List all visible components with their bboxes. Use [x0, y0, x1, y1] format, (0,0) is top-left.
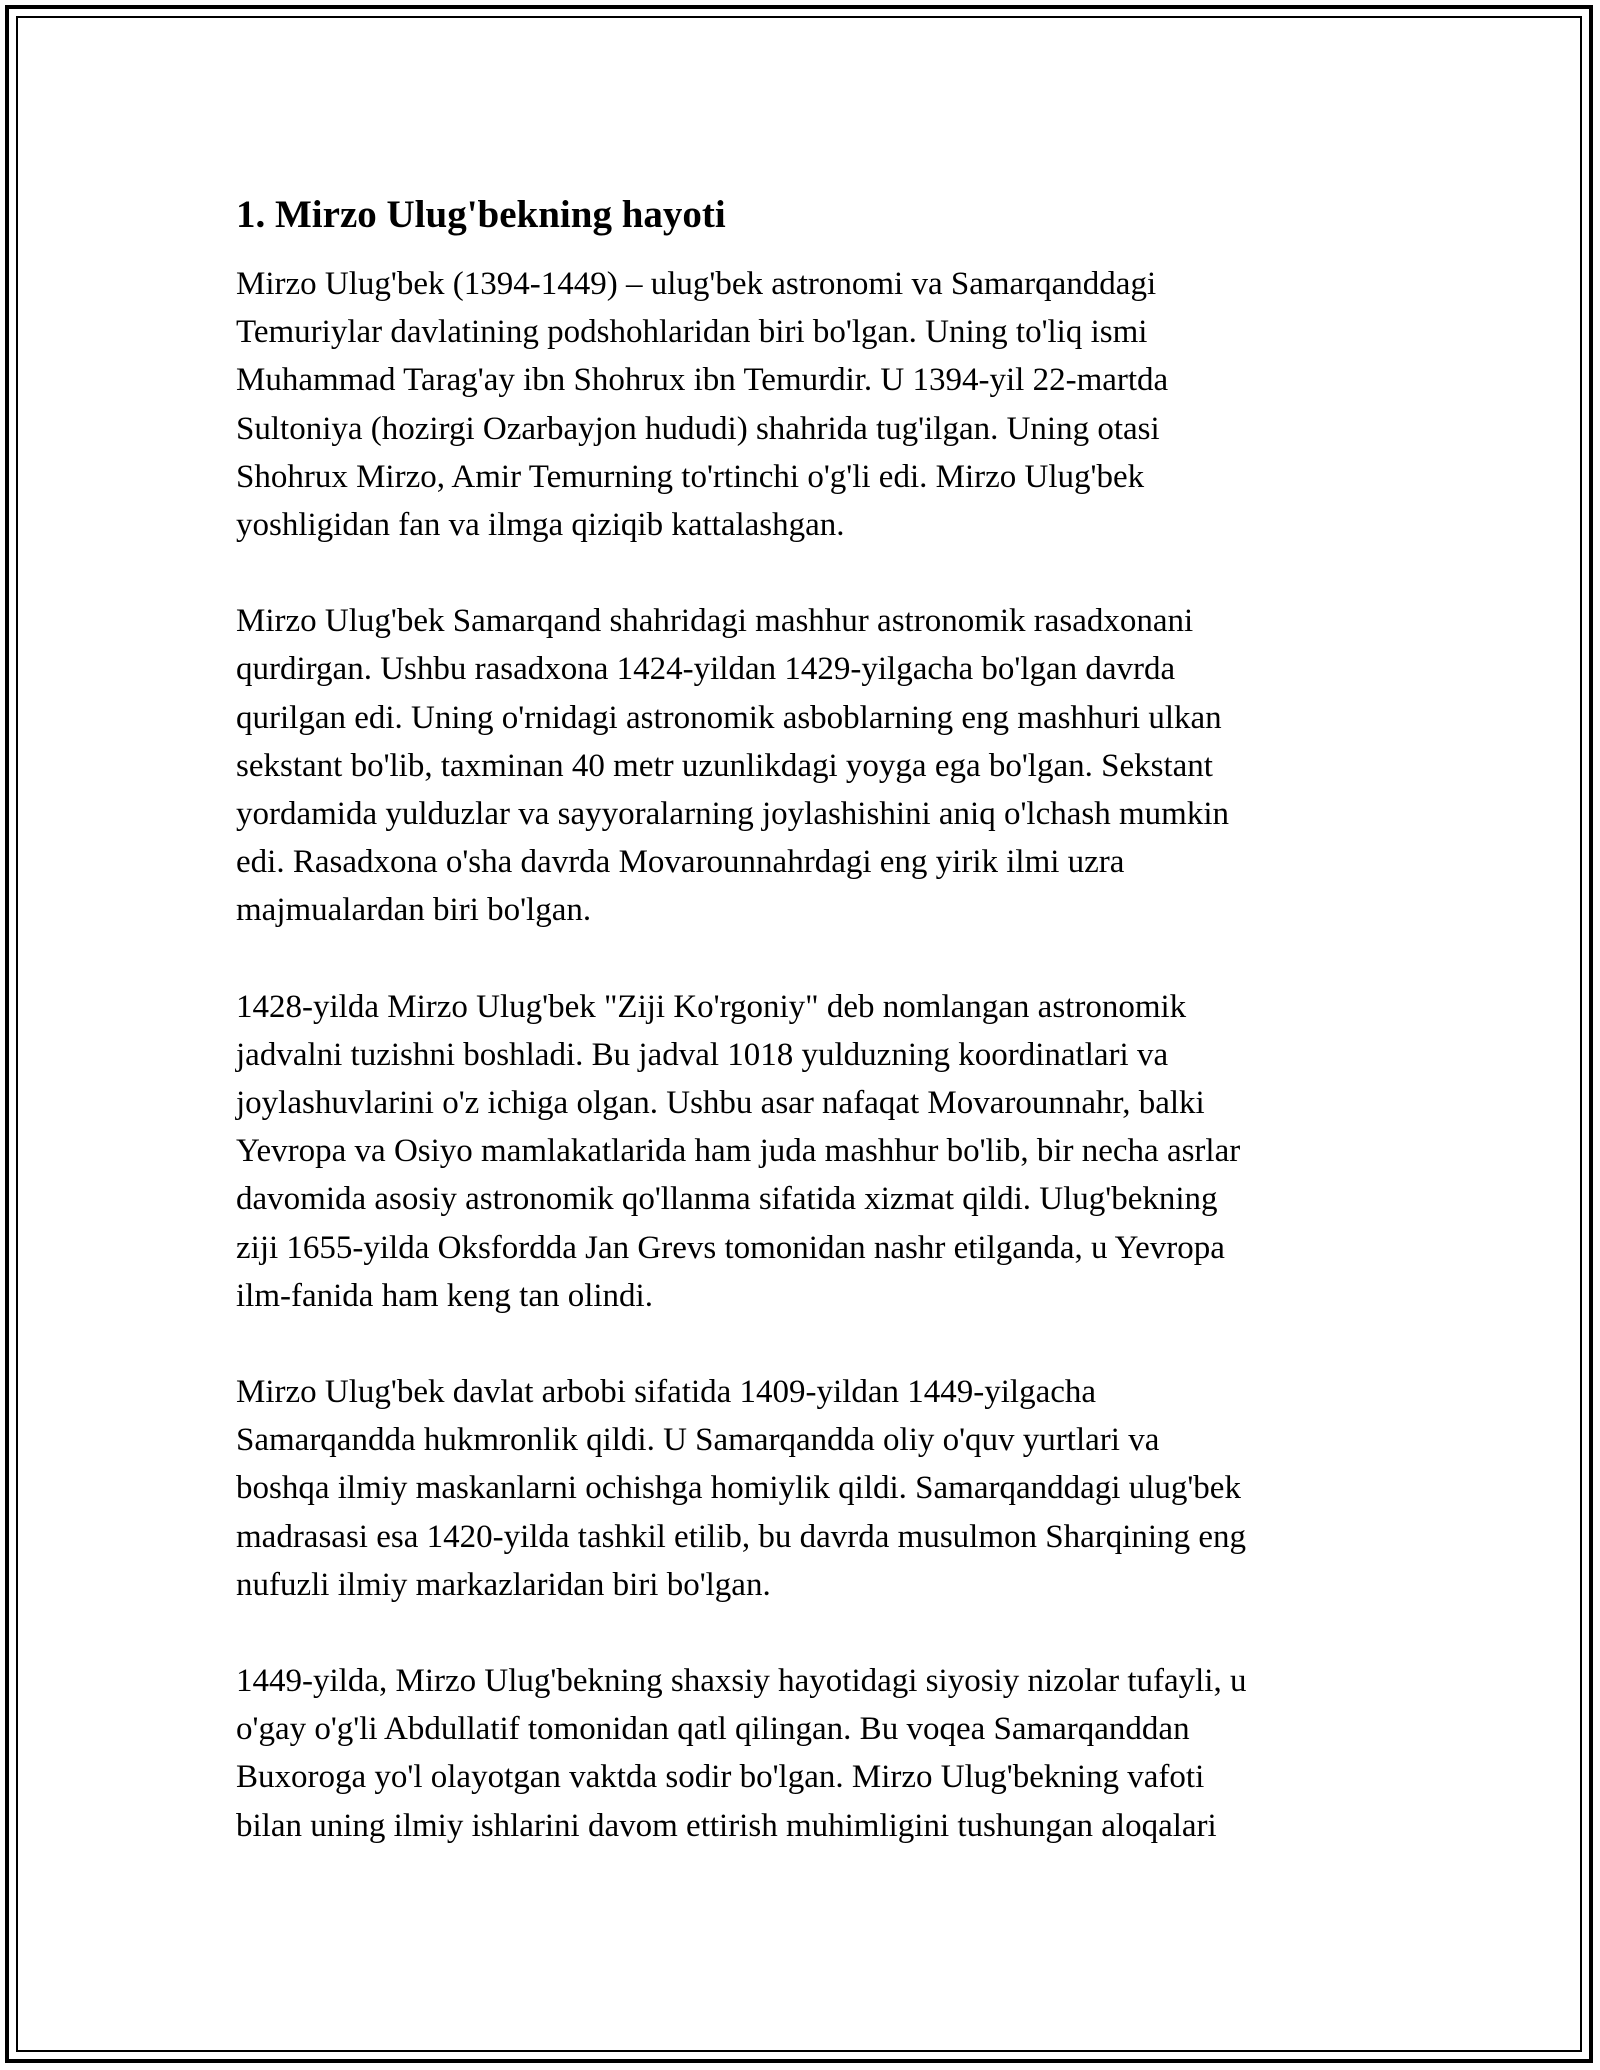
- paragraph-1: [236, 260, 1366, 549]
- text-line: Mirzo Ulug'bek Samarqand shahridagi mashhur astronomik rasadxonani: [236, 603, 1194, 640]
- paragraph-2: [236, 597, 1366, 934]
- text-line: Sultoniya (hozirgi Ozarbayjon hududi) shahrida tug'ilgan. Uning otasi: [236, 410, 1160, 447]
- text-line: qurdirgan. Ushbu rasadxona 1424-yildan 1429-yilgacha bo'lgan davrda: [236, 651, 1176, 688]
- text-line: boshqa ilmiy maskanlarni ochishga homiylik qildi. Samarqanddagi ulug'bek: [236, 1470, 1241, 1507]
- text-line: joylashuvlarini o'z ichiga olgan. Ushbu asar nafaqat Movarounnahr, balki: [236, 1085, 1205, 1122]
- section-title: 1. Mirzo Ulug'bekning hayoti: [236, 193, 726, 236]
- text-line: sekstant bo'lib, taxminan 40 metr uzunlikdagi yoyga ega bo'lgan. Sekstant: [236, 747, 1213, 784]
- text-line: Buxoroga yo'l olayotgan vaktda sodir bo'lgan. Mirzo Ulug'bekning vafoti: [236, 1759, 1205, 1796]
- paragraph-4: [236, 1368, 1366, 1609]
- text-line: Muhammad Tarag'ay ibn Shohrux ibn Temurdir. U 1394-yil 22-martda: [236, 362, 1169, 399]
- document-body: [236, 190, 1366, 1898]
- text-line: jadvalni tuzishni boshladi. Bu jadval 1018 yulduzning koordinatlari va: [236, 1036, 1169, 1073]
- text-line: 1428-yilda Mirzo Ulug'bek "Ziji Ko'rgoniy" deb nomlangan astronomik: [236, 988, 1187, 1025]
- paragraph-5: [236, 1657, 1366, 1850]
- text-line: Yevropa va Osiyo mamlakatlarida ham juda mashhur bo'lib, bir necha asrlar: [236, 1133, 1241, 1170]
- text-line: nufuzli ilmiy markazlaridan biri bo'lgan.: [236, 1566, 771, 1603]
- text-line: yordamida yulduzlar va sayyoralarning joylashishini aniq o'lchash mumkin: [236, 796, 1229, 833]
- text-line: Mirzo Ulug'bek (1394-1449) – ulug'bek astronomi va Samarqanddagi: [236, 266, 1157, 302]
- text-line: edi. Rasadxona o'sha davrda Movarounnahrdagi eng yirik ilmi uzra: [236, 844, 1125, 881]
- text-line: Mirzo Ulug'bek davlat arbobi sifatida 1409-yildan 1449-yilgacha: [236, 1374, 1097, 1411]
- paragraph-3: [236, 983, 1366, 1320]
- text-line: yoshligidan fan va ilmga qiziqib kattalashgan.: [236, 507, 845, 544]
- text-line: 1449-yilda, Mirzo Ulug'bekning shaxsiy hayotidagi siyosiy nizolar tufayli, u: [236, 1663, 1247, 1700]
- text-line: davomida asosiy astronomik qo'llanma sifatida xizmat qildi. Ulug'bekning: [236, 1181, 1218, 1218]
- text-line: o'gay o'g'li Abdullatif tomonidan qatl qilingan. Bu voqea Samarqanddan: [236, 1711, 1190, 1748]
- text-line: Temuriylar davlatining podshohlaridan biri bo'lgan. Uning to'liq ismi: [236, 314, 1148, 351]
- text-line: ilm-fanida ham keng tan olindi.: [236, 1277, 653, 1314]
- text-line: Samarqandda hukmronlik qildi. U Samarqandda oliy o'quv yurtlari va: [236, 1422, 1160, 1459]
- text-line: majmualardan biri bo'lgan.: [236, 892, 592, 929]
- text-line: ziji 1655-yilda Oksfordda Jan Grevs tomonidan nashr etilganda, u Yevropa: [236, 1229, 1225, 1266]
- text-line: qurilgan edi. Uning o'rnidagi astronomik asboblarning eng mashhuri ulkan: [236, 699, 1222, 736]
- text-line: Shohrux Mirzo, Amir Temurning to'rtinchi o'g'li edi. Mirzo Ulug'bek: [236, 458, 1145, 495]
- text-line: bilan uning ilmiy ishlarini davom ettirish muhimligini tushungan aloqalari: [236, 1807, 1217, 1844]
- text-line: madrasasi esa 1420-yilda tashkil etilib, bu davrda musulmon Sharqining eng: [236, 1518, 1246, 1555]
